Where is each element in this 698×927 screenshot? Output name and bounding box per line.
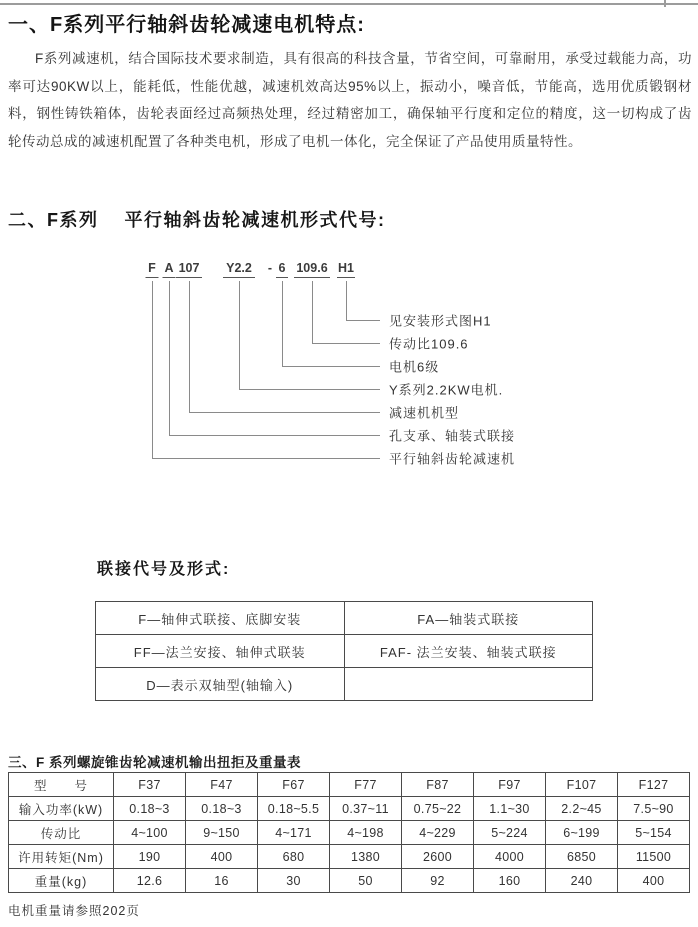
code-segment-label: Y系列2.2KW电机. [389,382,504,398]
code-segment: H1 [338,261,354,275]
connector-vertical-line [346,281,347,320]
spec-value-cell: 6~199 [546,821,618,845]
connection-cell: FAF- 法兰安装、轴装式联接 [344,635,593,668]
code-underline [337,277,355,278]
spec-value-cell: 50 [330,869,402,893]
code-segment-label: 电机6级 [389,359,440,375]
spec-model-header: F87 [402,773,474,797]
spec-row-label: 许用转矩(Nm) [9,845,114,869]
spec-row-label: 输入功率(kW) [9,797,114,821]
connector-horizontal-line [346,320,380,321]
table-row [9,797,690,821]
spec-value-cell: 400 [618,869,690,893]
section1-paragraph: F系列减速机，结合国际技术要求制造，具有很高的科技含量，节省空间，可靠耐用，承受过载能力高，功率可达90KW以上，能耗低，性能优越，减速机效高达95%以上，振动小，噪音低，节能高，选用优质锻钢材料，钢性铸铁箱体，齿轮表面经过高频热处理，经过精密加工，确保轴平行度和定位的精度，这一切构成了齿轮传动总成的减速机配置了各种类电机，形成了电机一体化，完全保证了产品使用质量特性。 [8,51,692,149]
spec-model-header: F37 [114,773,186,797]
code-underline [223,277,255,278]
spec-model-header: F107 [546,773,618,797]
spec-value-cell: 190 [114,845,186,869]
connector-horizontal-line [312,343,380,344]
connector-vertical-line [312,281,313,343]
code-segment-label: 传动比109.6 [389,336,469,352]
spec-value-cell: 5~224 [474,821,546,845]
code-segment: 109.6 [296,261,328,275]
section1-heading: 一、F系列平行轴斜齿轮减速电机特点: [8,14,365,36]
code-underline [146,277,159,278]
connector-vertical-line [169,281,170,435]
table-row [9,845,690,869]
spec-value-cell: 2600 [402,845,474,869]
connection-cell: FF—法兰安接、轴伸式联装 [96,635,345,668]
spec-model-header: F97 [474,773,546,797]
code-segment: F [148,261,156,275]
spec-model-header: F47 [186,773,258,797]
table-row [9,869,690,893]
table-row [96,602,593,635]
table-row [9,821,690,845]
spec-value-cell: 9~150 [186,821,258,845]
spec-value-cell: 4000 [474,845,546,869]
page-top-tick [664,0,666,7]
code-segment: 6 [278,261,286,275]
section3-heading: 三、F 系列螺旋锥齿轮减速机输出扭拒及重量表 [8,755,301,770]
spec-value-cell: 160 [474,869,546,893]
spec-value-cell: 4~229 [402,821,474,845]
connection-heading: 联接代号及形式: [97,561,231,578]
spec-row-label: 重量(kg) [9,869,114,893]
spec-value-cell: 6850 [546,845,618,869]
spec-value-cell: 5~154 [618,821,690,845]
spec-value-cell: 1.1~30 [474,797,546,821]
code-segment-label: 平行轴斜齿轮减速机 [389,451,516,467]
spec-value-cell: 400 [186,845,258,869]
spec-corner-label: 型 号 [9,773,114,797]
table-row [96,635,593,668]
section2-heading: 二、F系列 平行轴斜齿轮减速机形式代号: [8,210,386,230]
connection-table [95,601,593,701]
spec-value-cell: 0.18~3 [114,797,186,821]
spec-value-cell: 0.75~22 [402,797,474,821]
spec-model-header: F67 [258,773,330,797]
code-segment: Y2.2 [226,261,252,275]
spec-value-cell: 1380 [330,845,402,869]
spec-value-cell: 0.18~5.5 [258,797,330,821]
connector-horizontal-line [239,389,380,390]
connector-horizontal-line [169,435,380,436]
code-underline [276,277,288,278]
spec-row-label: 传动比 [9,821,114,845]
code-segment: 107 [178,261,200,275]
motor-weight-footnote: 电机重量请参照202页 [8,904,140,918]
connector-vertical-line [282,281,283,366]
output-spec-table [8,772,690,893]
code-segment-label: 孔支承、轴装式联接 [389,428,516,444]
connection-cell: F—轴伸式联接、底脚安装 [96,602,345,635]
table-header-row [9,773,690,797]
spec-value-cell: 16 [186,869,258,893]
code-segment: - [267,261,273,275]
table-row [96,668,593,701]
connection-cell: FA—轴装式联接 [344,602,593,635]
code-segment-label: 见安装形式图H1 [389,313,492,329]
code-underline [176,277,202,278]
code-underline [294,277,330,278]
spec-value-cell: 11500 [618,845,690,869]
connector-vertical-line [152,281,153,458]
spec-value-cell: 2.2~45 [546,797,618,821]
connector-horizontal-line [282,366,380,367]
spec-value-cell: 0.18~3 [186,797,258,821]
connector-vertical-line [189,281,190,412]
connector-horizontal-line [152,458,380,459]
spec-value-cell: 92 [402,869,474,893]
spec-model-header: F127 [618,773,690,797]
spec-value-cell: 7.5~90 [618,797,690,821]
spec-value-cell: 0.37~11 [330,797,402,821]
connector-vertical-line [239,281,240,389]
connection-cell: D—表示双轴型(轴输入) [96,668,345,701]
spec-value-cell: 4~198 [330,821,402,845]
spec-value-cell: 4~171 [258,821,330,845]
spec-value-cell: 240 [546,869,618,893]
spec-model-header: F77 [330,773,402,797]
code-underline [163,277,176,278]
code-segment: A [164,261,174,275]
spec-value-cell: 4~100 [114,821,186,845]
spec-value-cell: 12.6 [114,869,186,893]
spec-value-cell: 30 [258,869,330,893]
connection-cell [344,668,593,701]
page-top-rule [0,3,698,5]
code-segment-label: 减速机机型 [389,405,460,421]
spec-value-cell: 680 [258,845,330,869]
connector-horizontal-line [189,412,380,413]
